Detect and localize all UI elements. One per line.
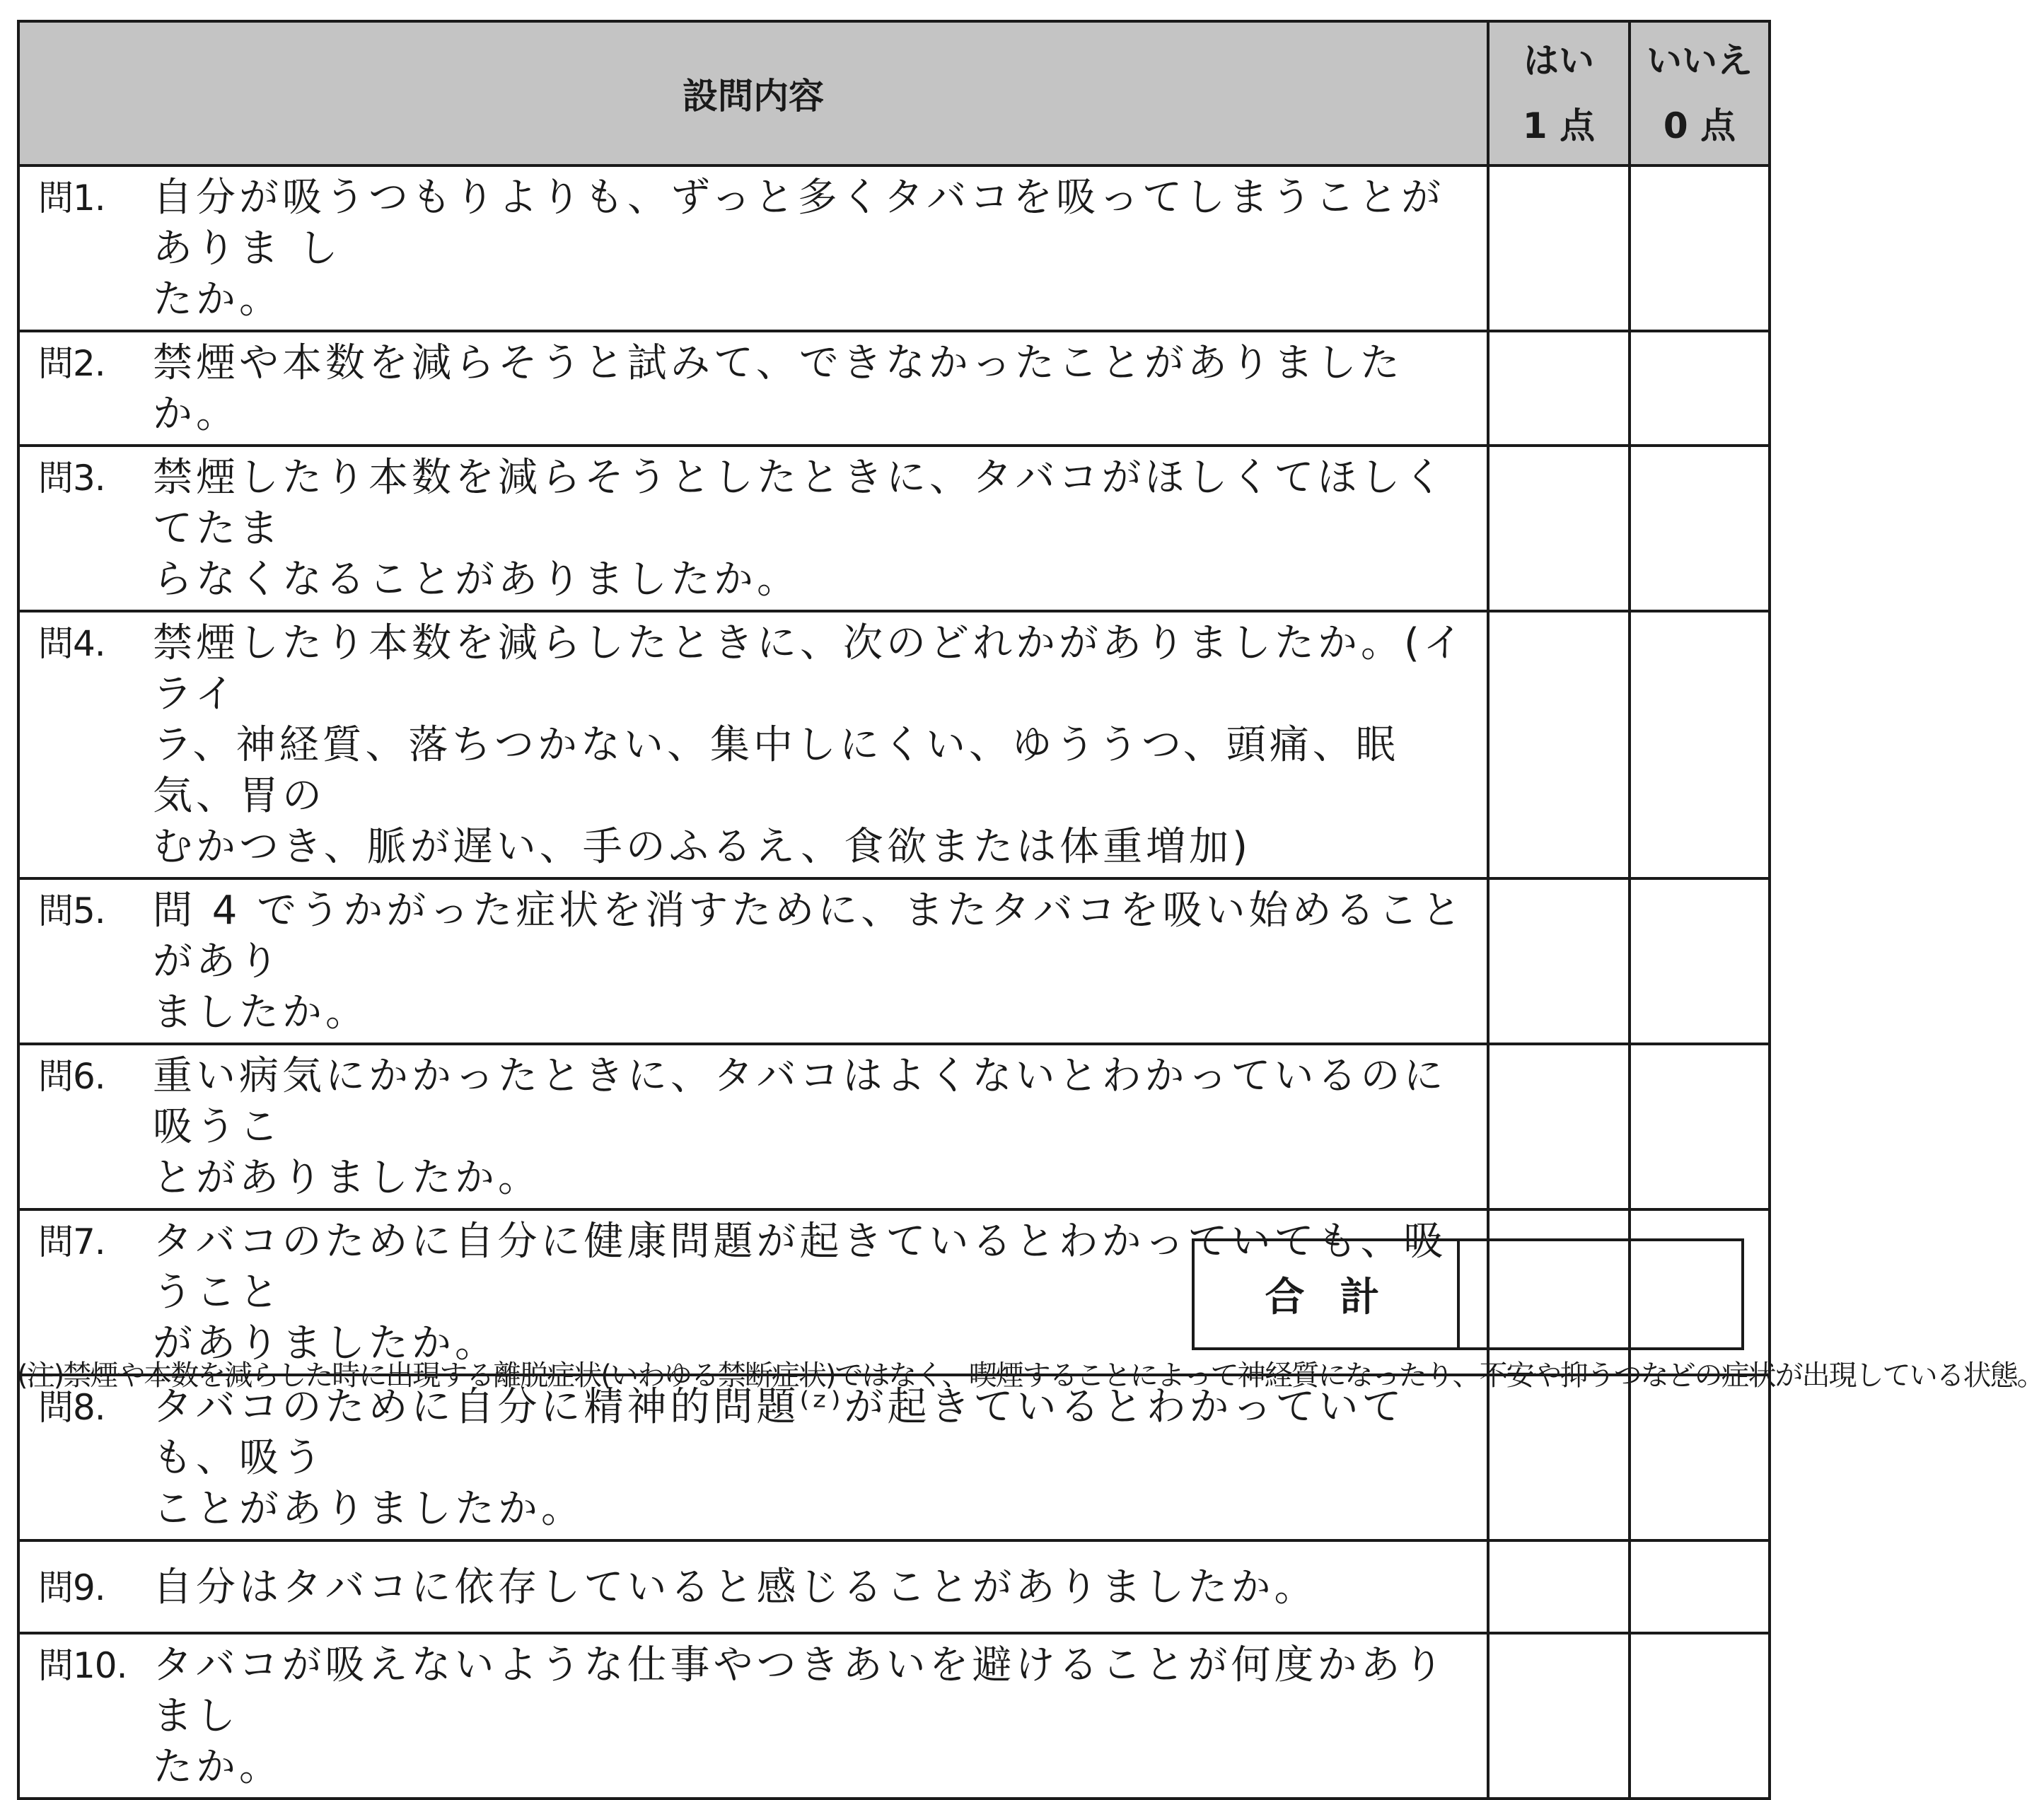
question-row (18, 1540, 1770, 1633)
no-answer-cell[interactable] (1630, 331, 1770, 446)
questionnaire-table (17, 20, 2044, 1800)
no-points: 0 点 (1663, 105, 1736, 146)
question-number: 問9. (38, 1567, 105, 1608)
no-answer-cell[interactable] (1630, 1044, 1770, 1209)
question-number: 問5. (38, 890, 105, 931)
total-label: 合計 (1195, 1241, 1460, 1347)
no-answer-cell[interactable] (1630, 1375, 1770, 1540)
question-column-header (18, 21, 1488, 166)
yes-answer-cell[interactable] (1488, 611, 1630, 878)
question-number: 問6. (38, 1056, 105, 1097)
question-cell (18, 878, 1488, 1044)
total-score-field[interactable] (1460, 1241, 1741, 1347)
question-text: タバコのために自分に精神的問題⁽ᶻ⁾が起きているとわかっていても、吸う ことがありましたか。 (153, 1384, 1405, 1532)
question-cell (18, 1633, 1488, 1799)
footnote: (注)禁煙や本数を減らした時に出現する離脱症状(いわゆる禁断症状)ではなく、喫煙することによって神経質になったり、不安や抑うつなどの症状が出現している状態。 (17, 1359, 2044, 1392)
question-cell (18, 1044, 1488, 1209)
header-row (18, 21, 1770, 166)
yes-answer-cell[interactable] (1488, 166, 1630, 331)
yes-answer-cell[interactable] (1488, 446, 1630, 611)
no-answer-cell[interactable] (1630, 446, 1770, 611)
question-text: タバコが吸えないような仕事やつきあいを避けることが何度かありまし たか。 (153, 1642, 1447, 1790)
yes-answer-cell[interactable] (1488, 1633, 1630, 1799)
no-answer-cell[interactable] (1630, 611, 1770, 878)
question-text: 問 4 でうかがった症状を消すために、またタバコを吸い始めることがあり ましたか。 (153, 888, 1465, 1035)
question-row (18, 1044, 1770, 1209)
no-label: いいえ (1647, 40, 1753, 81)
yes-column-header (1488, 21, 1630, 166)
question-text: 禁煙したり本数を減らそうとしたときに、タバコがほしくてほしくてたま らなくなることがありましたか。 (153, 455, 1447, 603)
question-text: 禁煙や本数を減らそうと試みて、できなかったことがありましたか。 (153, 340, 1403, 437)
no-answer-cell[interactable] (1630, 166, 1770, 331)
yes-answer-cell[interactable] (1488, 1540, 1630, 1633)
yes-answer-cell[interactable] (1488, 1375, 1630, 1540)
no-answer-cell[interactable] (1630, 1540, 1770, 1633)
no-answer-cell[interactable] (1630, 1633, 1770, 1799)
question-text: タバコのために自分に健康問題が起きているとわかっていても、吸うこと がありましたか。 (153, 1219, 1447, 1366)
question-number: 問2. (38, 343, 105, 384)
question-cell (18, 611, 1488, 878)
question-row (18, 611, 1770, 878)
question-text: 重い病気にかかったときに、タバコはよくないとわかっているのに吸うこ とがありましたか。 (153, 1053, 1447, 1201)
question-number: 問7. (38, 1221, 105, 1262)
question-cell (18, 1540, 1488, 1633)
question-cell (18, 166, 1488, 331)
questionnaire-sheet (17, 20, 1768, 1800)
no-column-header (1630, 21, 1770, 166)
question-number: 問1. (38, 178, 105, 219)
no-answer-cell[interactable] (1630, 878, 1770, 1044)
question-number: 問8. (38, 1387, 105, 1428)
question-row (18, 166, 1770, 331)
question-column-label: 設問内容 (683, 76, 824, 117)
total-box (1192, 1238, 1744, 1350)
question-text: 禁煙したり本数を減らしたときに、次のどれかがありましたか。(イライ ラ、神経質、落ちつかない、集中しにくい、ゆううつ、頭痛、眠気、胃の むかつき、脈が遅い、手のふるえ、食欲または体重増加) (153, 620, 1466, 870)
question-cell (18, 331, 1488, 446)
question-number: 問3. (38, 458, 105, 499)
question-row (18, 878, 1770, 1044)
question-row (18, 1375, 1770, 1540)
yes-answer-cell[interactable] (1488, 331, 1630, 446)
question-number: 問10. (38, 1645, 127, 1686)
question-cell (18, 1375, 1488, 1540)
question-row (18, 1633, 1770, 1799)
yes-label: はい (1523, 40, 1594, 81)
question-row (18, 331, 1770, 446)
question-text: 自分はタバコに依存していると感じることがありましたか。 (153, 1564, 1318, 1610)
question-text: 自分が吸うつもりよりも、ずっと多くタバコを吸ってしまうことがありま し たか。 (153, 175, 1445, 323)
question-number: 問4. (38, 623, 105, 664)
question-row (18, 446, 1770, 611)
yes-answer-cell[interactable] (1488, 878, 1630, 1044)
yes-answer-cell[interactable] (1488, 1044, 1630, 1209)
yes-points: 1 点 (1522, 105, 1596, 146)
question-cell (18, 446, 1488, 611)
